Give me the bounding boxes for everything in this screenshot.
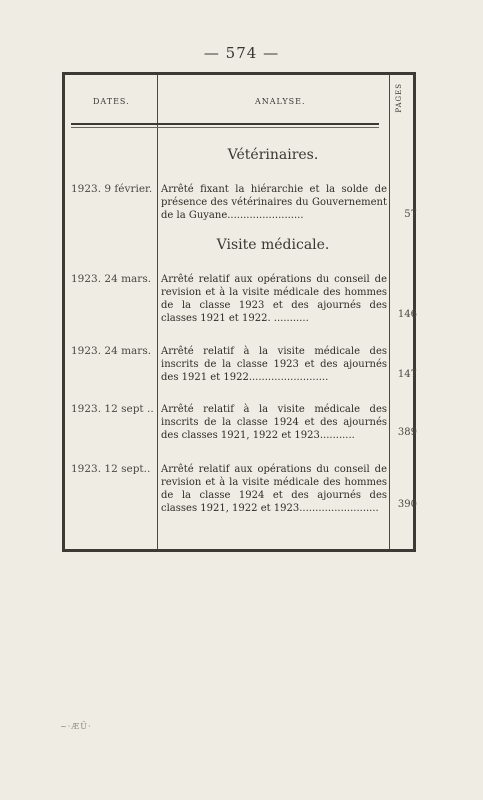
entry-text: Arrêté relatif aux opérations du conseil de revision et à la visite médicale des hommes de la classe 1923 et des ajournés des classes 1921 et 1922. ........... [161,274,387,324]
header-pages: PAGES [395,83,403,113]
entry-page: 57 [404,209,417,220]
entry-text: Arrêté relatif aux opérations du conseil de revision et à la visite médicale des hommes de la classe 1924 et des ajournés des classes 1921, 1922 et 1923......................... [161,464,387,514]
header-analyse: ANALYSE. [255,97,306,106]
column-divider [389,75,390,549]
entry-page: 389 [397,427,417,438]
header-dates: DATES. [93,97,130,106]
entry-date: 1923. 24 mars. [71,273,152,285]
entry-date: 1923. 24 mars. [71,345,152,357]
entry-page: 390 [397,499,417,510]
section-title-veterinaires: Vétérinaires. [227,147,319,163]
header-rule [71,127,379,128]
entry-date: 1923. 12 sept .. [71,403,154,415]
entry-date: 1923. 9 février. [71,183,153,195]
page-number: — 574 — [203,44,280,62]
index-table [62,72,416,552]
library-stamp: ~·ÆÜ· [60,722,92,731]
entry-date: 1923. 12 sept.. [71,463,151,475]
column-divider [157,75,158,549]
header-rule [71,123,379,125]
entry-page: 146 [397,309,417,320]
entry-text: Arrêté fixant la hiérarchie et la solde de présence des vétérinaires du Gouvernement de la Guyane........................ [161,184,387,221]
entry-page: 147 [397,369,417,380]
entry-text: Arrêté relatif à la visite médicale des inscrits de la classe 1923 et des ajournés des 1921 et 1922......................... [161,346,387,383]
entry-text: Arrêté relatif à la visite médicale des inscrits de la classe 1924 et des ajournés des classes 1921, 1922 et 1923........... [161,404,387,441]
section-title-visite-medicale: Visite médicale. [216,237,330,253]
